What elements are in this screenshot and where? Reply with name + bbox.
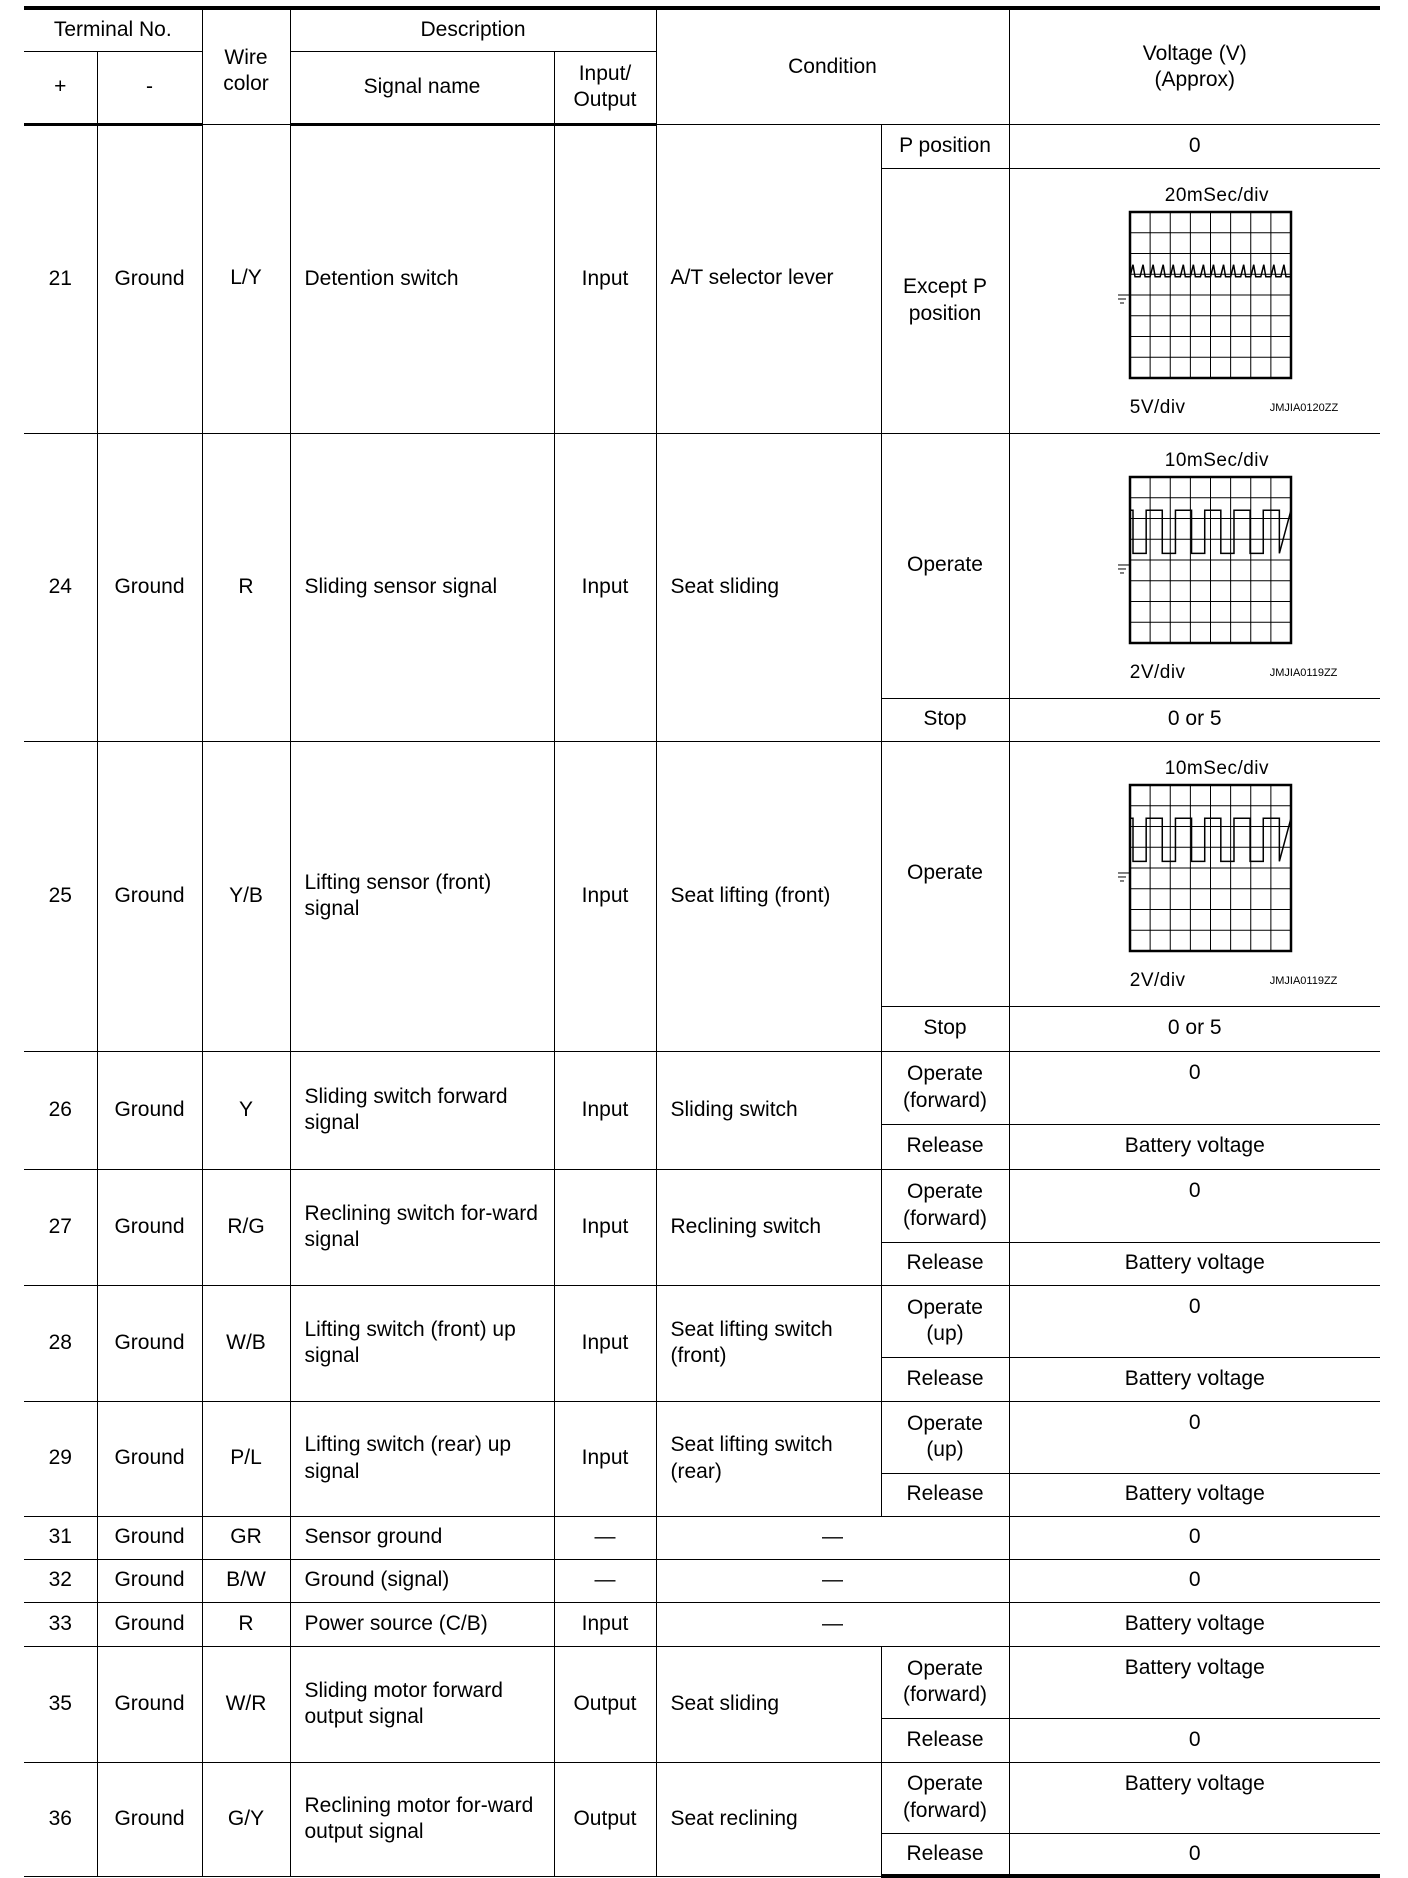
wire-color: B/W xyxy=(202,1559,290,1602)
ground-symbol-icon xyxy=(1118,872,1130,880)
input-output: Output xyxy=(554,1762,656,1876)
terminal-plus: 24 xyxy=(24,433,97,741)
sub-condition: Operate (up) xyxy=(881,1401,1009,1473)
header-description: Description xyxy=(290,8,656,51)
input-output: — xyxy=(554,1516,656,1559)
waveform-graph xyxy=(1070,749,1320,999)
condition: Seat lifting switch (rear) xyxy=(656,1401,881,1516)
voltage-value: 0 xyxy=(1009,1559,1380,1602)
voltage-value: Battery voltage xyxy=(1009,1357,1380,1401)
sub-condition: Release xyxy=(881,1357,1009,1401)
voltage-value: 0 xyxy=(1009,124,1380,168)
sub-condition: Operate xyxy=(881,741,1009,1006)
wire-color: P/L xyxy=(202,1401,290,1516)
voltage-value xyxy=(1009,168,1380,433)
input-output: Output xyxy=(554,1646,656,1762)
voltage-value: Battery voltage xyxy=(1009,1762,1380,1833)
sub-condition: Operate (up) xyxy=(881,1285,1009,1357)
ground-symbol-icon xyxy=(1118,564,1130,572)
sub-condition: P position xyxy=(881,124,1009,168)
time-per-div-label: 10mSec/div xyxy=(1164,757,1270,779)
volt-per-div-label: 5V/div xyxy=(1129,396,1186,418)
table-row xyxy=(24,1762,1380,1833)
wire-color: G/Y xyxy=(202,1762,290,1876)
wire-color: W/R xyxy=(202,1646,290,1762)
signal-name: Lifting sensor (front) signal xyxy=(290,741,554,1051)
condition: Sliding switch xyxy=(656,1051,881,1169)
wire-color: L/Y xyxy=(202,124,290,433)
sub-condition: Operate (forward) xyxy=(881,1762,1009,1833)
terminal-minus: Ground xyxy=(97,1516,202,1559)
header-voltage: Voltage (V) (Approx) xyxy=(1009,8,1380,124)
terminal-plus: 26 xyxy=(24,1051,97,1169)
terminal-plus: 31 xyxy=(24,1516,97,1559)
signal-name: Sensor ground xyxy=(290,1516,554,1559)
sub-condition: Operate (forward) xyxy=(881,1646,1009,1718)
condition: Seat sliding xyxy=(656,1646,881,1762)
condition: — xyxy=(656,1559,1009,1602)
time-per-div-label: 20mSec/div xyxy=(1164,184,1270,206)
header-plus: + xyxy=(24,51,97,124)
sub-condition: Operate xyxy=(881,433,1009,698)
header-signal-name: Signal name xyxy=(290,51,554,124)
signal-name: Lifting switch (rear) up signal xyxy=(290,1401,554,1516)
wire-color: R xyxy=(202,1602,290,1646)
signal-name: Detention switch xyxy=(290,124,554,433)
table-row xyxy=(24,1169,1380,1242)
input-output: Input xyxy=(554,1602,656,1646)
voltage-value: 0 xyxy=(1009,1516,1380,1559)
wire-color: R/G xyxy=(202,1169,290,1285)
time-per-div-label: 10mSec/div xyxy=(1164,449,1270,471)
header-terminal-no: Terminal No. xyxy=(24,8,202,51)
voltage-value: 0 or 5 xyxy=(1009,698,1380,741)
sub-condition: Except P position xyxy=(881,168,1009,433)
condition: Seat lifting switch (front) xyxy=(656,1285,881,1401)
terminal-plus: 21 xyxy=(24,124,97,433)
table-row xyxy=(24,1051,1380,1124)
voltage-value: Battery voltage xyxy=(1009,1473,1380,1516)
signal-name: Reclining switch for-ward signal xyxy=(290,1169,554,1285)
terminal-minus: Ground xyxy=(97,124,202,433)
voltage-value: 0 xyxy=(1009,1718,1380,1762)
input-output: Input xyxy=(554,1169,656,1285)
signal-name: Sliding sensor signal xyxy=(290,433,554,741)
signal-name: Sliding switch forward signal xyxy=(290,1051,554,1169)
wire-color: Y/B xyxy=(202,741,290,1051)
voltage-value: 0 xyxy=(1009,1401,1380,1473)
sub-condition: Operate (forward) xyxy=(881,1051,1009,1124)
signal-name: Power source (C/B) xyxy=(290,1602,554,1646)
table-row xyxy=(24,1516,1380,1559)
condition: A/T selector lever xyxy=(656,124,881,433)
input-output: Input xyxy=(554,1051,656,1169)
sub-condition: Release xyxy=(881,1833,1009,1876)
table-row xyxy=(24,433,1380,698)
condition: Seat reclining xyxy=(656,1762,881,1876)
terminal-minus: Ground xyxy=(97,1285,202,1401)
terminal-plus: 25 xyxy=(24,741,97,1051)
ground-symbol-icon xyxy=(1118,295,1130,303)
volt-per-div-label: 2V/div xyxy=(1129,969,1186,991)
table-row xyxy=(24,1401,1380,1473)
table-row xyxy=(24,1559,1380,1602)
header-input-output: Input/ Output xyxy=(554,51,656,124)
condition: — xyxy=(656,1516,1009,1559)
voltage-value xyxy=(1009,433,1380,698)
terminal-plus: 36 xyxy=(24,1762,97,1876)
oscilloscope-waveform xyxy=(1070,441,1338,691)
voltage-value: Battery voltage xyxy=(1009,1602,1380,1646)
table-row xyxy=(24,1602,1380,1646)
voltage-value: Battery voltage xyxy=(1009,1646,1380,1718)
wire-color: R xyxy=(202,433,290,741)
sub-condition: Release xyxy=(881,1718,1009,1762)
voltage-value: 0 or 5 xyxy=(1009,1006,1380,1051)
terminal-plus: 29 xyxy=(24,1401,97,1516)
voltage-value: 0 xyxy=(1009,1285,1380,1357)
terminal-minus: Ground xyxy=(97,1051,202,1169)
terminal-plus: 28 xyxy=(24,1285,97,1401)
waveform-graph xyxy=(1070,441,1320,691)
terminal-plus: 32 xyxy=(24,1559,97,1602)
terminal-minus: Ground xyxy=(97,1169,202,1285)
voltage-value: Battery voltage xyxy=(1009,1124,1380,1169)
sub-condition: Release xyxy=(881,1473,1009,1516)
voltage-value: 0 xyxy=(1009,1051,1380,1124)
table-row xyxy=(24,1285,1380,1357)
terminal-plus: 35 xyxy=(24,1646,97,1762)
header-wire-color: Wire color xyxy=(202,8,290,124)
terminal-minus: Ground xyxy=(97,433,202,741)
signal-name: Sliding motor forward output signal xyxy=(290,1646,554,1762)
condition: Reclining switch xyxy=(656,1169,881,1285)
waveform-graph xyxy=(1070,176,1320,426)
sub-condition: Release xyxy=(881,1242,1009,1285)
wire-color: W/B xyxy=(202,1285,290,1401)
oscilloscope-waveform xyxy=(1070,749,1338,999)
oscilloscope-waveform xyxy=(1070,176,1339,426)
voltage-value: 0 xyxy=(1009,1833,1380,1876)
figure-code: JMJIA0119ZZ xyxy=(1269,666,1338,679)
table-row xyxy=(24,124,1380,168)
wire-color: Y xyxy=(202,1051,290,1169)
table-row xyxy=(24,1646,1380,1718)
sub-condition: Release xyxy=(881,1124,1009,1169)
terminal-minus: Ground xyxy=(97,1762,202,1876)
condition: — xyxy=(656,1602,1009,1646)
wire-color: GR xyxy=(202,1516,290,1559)
terminal-minus: Ground xyxy=(97,1646,202,1762)
terminal-voltage-table xyxy=(24,6,1380,1878)
input-output: Input xyxy=(554,433,656,741)
header-minus: - xyxy=(97,51,202,124)
voltage-value: Battery voltage xyxy=(1009,1242,1380,1285)
input-output: Input xyxy=(554,124,656,433)
input-output: — xyxy=(554,1559,656,1602)
table-row xyxy=(24,741,1380,1006)
signal-name: Reclining motor for-ward output signal xyxy=(290,1762,554,1876)
sub-condition: Operate (forward) xyxy=(881,1169,1009,1242)
input-output: Input xyxy=(554,741,656,1051)
figure-code: JMJIA0120ZZ xyxy=(1269,401,1339,414)
signal-name: Ground (signal) xyxy=(290,1559,554,1602)
voltage-value xyxy=(1009,741,1380,1006)
terminal-minus: Ground xyxy=(97,1602,202,1646)
condition: Seat lifting (front) xyxy=(656,741,881,1051)
condition: Seat sliding xyxy=(656,433,881,741)
terminal-minus: Ground xyxy=(97,1559,202,1602)
voltage-value: 0 xyxy=(1009,1169,1380,1242)
terminal-minus: Ground xyxy=(97,741,202,1051)
terminal-plus: 27 xyxy=(24,1169,97,1285)
volt-per-div-label: 2V/div xyxy=(1129,661,1186,683)
input-output: Input xyxy=(554,1285,656,1401)
terminal-minus: Ground xyxy=(97,1401,202,1516)
terminal-plus: 33 xyxy=(24,1602,97,1646)
signal-name: Lifting switch (front) up signal xyxy=(290,1285,554,1401)
sub-condition: Stop xyxy=(881,698,1009,741)
input-output: Input xyxy=(554,1401,656,1516)
figure-code: JMJIA0119ZZ xyxy=(1269,974,1338,987)
header-condition: Condition xyxy=(656,8,1009,124)
sub-condition: Stop xyxy=(881,1006,1009,1051)
